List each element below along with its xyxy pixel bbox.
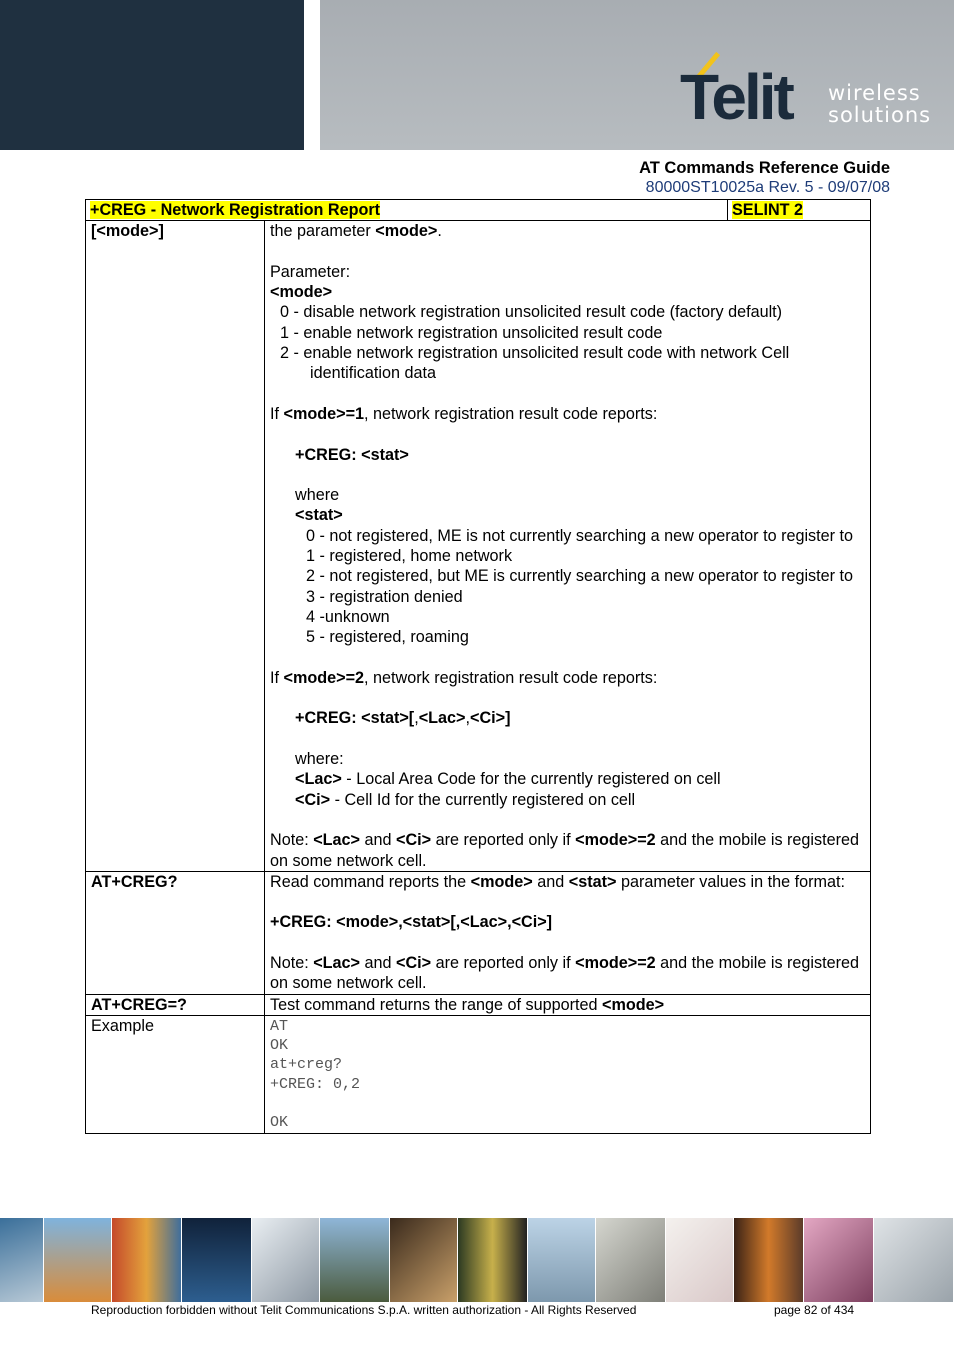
param-cell: [<mode>] bbox=[86, 221, 265, 872]
telit-logo bbox=[678, 48, 938, 138]
code-line: AT bbox=[270, 1017, 289, 1035]
strip-photo bbox=[252, 1218, 320, 1302]
desc-line: Test command returns the range of supported <mode> bbox=[270, 995, 665, 1014]
desc-line: <mode> bbox=[270, 283, 333, 302]
page-number: page 82 of 434 bbox=[774, 1303, 855, 1317]
list-item: 1 - enable network registration unsolicited result code bbox=[280, 323, 663, 342]
table-row bbox=[86, 994, 871, 1015]
strip-photo bbox=[666, 1218, 734, 1302]
logo-tagline-line2: solutions bbox=[828, 103, 932, 127]
code-line: OK bbox=[270, 1037, 289, 1055]
note-line: Note: <Lac> and <Ci> are reported only if <mode>=2 and the mobile is registered on some network cell. bbox=[270, 953, 860, 993]
strip-photo bbox=[0, 1218, 44, 1302]
code-line: at+creg? bbox=[270, 1056, 343, 1074]
footer-photo-strip bbox=[0, 1218, 954, 1302]
code-line: +CREG: 0,2 bbox=[270, 1075, 361, 1093]
doc-title: AT Commands Reference Guide bbox=[639, 159, 890, 177]
list-item: 1 - registered, home network bbox=[306, 547, 513, 566]
desc-line: where bbox=[295, 486, 340, 505]
strip-photo bbox=[458, 1218, 528, 1302]
logo-tagline-line1: wireless bbox=[828, 81, 921, 105]
desc-line: +CREG: <stat> bbox=[295, 445, 409, 464]
list-item: 0 - disable network registration unsolicited result code (factory default) bbox=[280, 303, 783, 322]
description-cell bbox=[265, 221, 871, 872]
note-line: Note: <Lac> and <Ci> are reported only if <mode>=2 and the mobile is registered on some network cell. bbox=[270, 831, 860, 870]
footer-notice: Reproduction forbidden without Telit Communications S.p.A. written authorization - All Rights Reserved bbox=[91, 1303, 637, 1317]
desc-line: the parameter <mode>. bbox=[270, 222, 442, 241]
param-cell: AT+CREG=? bbox=[86, 994, 265, 1015]
list-item: 3 - registration denied bbox=[306, 587, 463, 606]
list-item: 2 - enable network registration unsolicited result code with network Cell identification data bbox=[280, 344, 790, 383]
strip-photo bbox=[804, 1218, 874, 1302]
table-title: +CREG - Network Registration Report bbox=[90, 201, 381, 219]
strip-photo bbox=[44, 1218, 112, 1302]
desc-line: Parameter: bbox=[270, 262, 351, 281]
list-item: 0 - not registered, ME is not currently searching a new operator to register to bbox=[306, 526, 854, 545]
code-line: OK bbox=[270, 1114, 289, 1132]
table-title-cell bbox=[86, 200, 728, 221]
strip-photo bbox=[596, 1218, 666, 1302]
desc-line: <Lac> - Local Area Code for the currently registered on cell bbox=[295, 770, 721, 789]
desc-line: Read command reports the <mode> and <stat> parameter values in the format: bbox=[270, 872, 845, 891]
example-code-cell bbox=[265, 1015, 871, 1133]
table-row bbox=[86, 1015, 871, 1133]
desc-line: If <mode>=2, network registration result code reports: bbox=[270, 668, 658, 687]
table-title-row bbox=[86, 200, 871, 221]
logo-tagline bbox=[828, 82, 931, 126]
code-line bbox=[270, 1094, 865, 1113]
table-row bbox=[86, 871, 871, 994]
strip-photo bbox=[734, 1218, 804, 1302]
desc-line: <Ci> - Cell Id for the currently registered on cell bbox=[295, 790, 636, 809]
desc-line: +CREG: <mode>,<stat>[,<Lac>,<Ci>] bbox=[270, 913, 553, 932]
table-row bbox=[86, 221, 871, 872]
header-dark-panel bbox=[0, 0, 304, 150]
list-item: 4 -unknown bbox=[306, 607, 390, 626]
list-item: 2 - not registered, but ME is currently searching a new operator to register to bbox=[306, 567, 854, 586]
strip-photo bbox=[528, 1218, 596, 1302]
strip-photo bbox=[112, 1218, 182, 1302]
list-item: 5 - registered, roaming bbox=[306, 628, 469, 647]
desc-line: where: bbox=[295, 750, 344, 769]
param-cell: Example bbox=[86, 1015, 265, 1133]
desc-line: If <mode>=1, network registration result code reports: bbox=[270, 404, 658, 423]
desc-line: <stat> bbox=[295, 506, 343, 525]
desc-line: +CREG: <stat>[,<Lac>,<Ci>] bbox=[295, 709, 511, 728]
param-cell: AT+CREG? bbox=[86, 871, 265, 994]
doc-revision: 80000ST10025a Rev. 5 - 09/07/08 bbox=[645, 179, 890, 196]
description-cell bbox=[265, 871, 871, 994]
strip-photo bbox=[182, 1218, 252, 1302]
strip-photo bbox=[390, 1218, 458, 1302]
logo-word: Telit bbox=[680, 61, 792, 133]
description-cell bbox=[265, 994, 871, 1015]
table-badge-cell bbox=[728, 200, 871, 221]
strip-photo bbox=[874, 1218, 954, 1302]
selint-badge: SELINT 2 bbox=[732, 201, 804, 219]
creg-command-table bbox=[85, 199, 871, 1134]
strip-photo bbox=[320, 1218, 390, 1302]
